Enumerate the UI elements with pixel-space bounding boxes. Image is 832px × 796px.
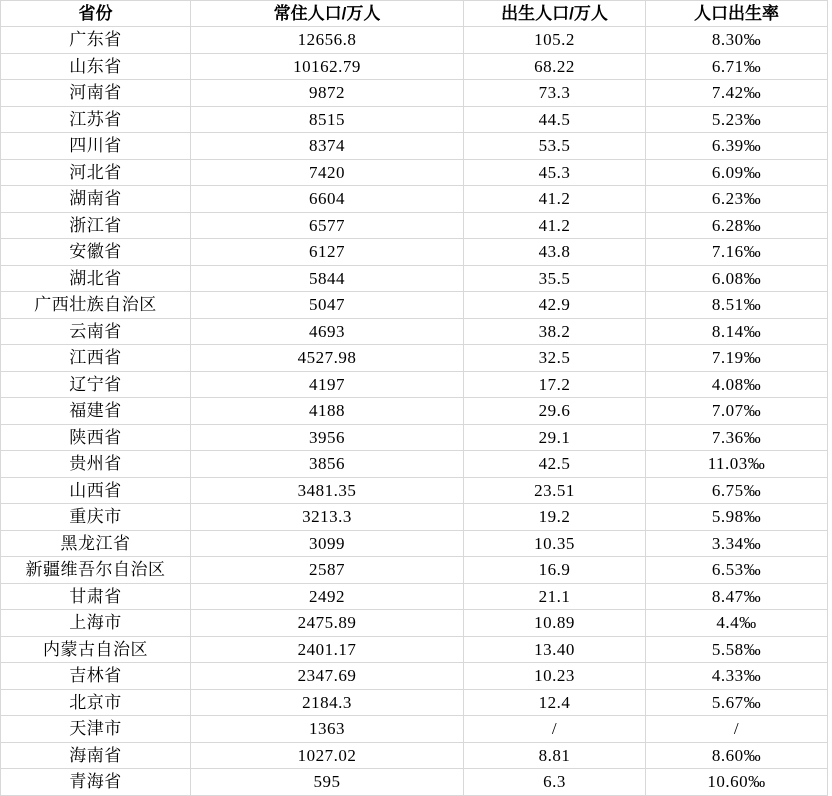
header-province[interactable]: 省份 (1, 1, 191, 27)
cell-province[interactable]: 云南省 (1, 318, 191, 345)
cell-resident-population[interactable]: 3213.3 (191, 504, 464, 531)
cell-resident-population[interactable]: 3481.35 (191, 477, 464, 504)
cell-province[interactable]: 广东省 (1, 27, 191, 54)
table-row (1, 610, 828, 637)
table-row (1, 477, 828, 504)
table-row (1, 636, 828, 663)
header-birth-rate[interactable]: 人口出生率 (646, 1, 828, 27)
cell-resident-population[interactable]: 1363 (191, 716, 464, 743)
cell-province[interactable]: 上海市 (1, 610, 191, 637)
cell-resident-population[interactable]: 2184.3 (191, 689, 464, 716)
cell-birth-rate[interactable]: 6.28‰ (646, 212, 828, 239)
cell-birth-population[interactable]: 10.89 (464, 610, 646, 637)
cell-birth-rate[interactable]: 8.14‰ (646, 318, 828, 345)
cell-province[interactable]: 黑龙江省 (1, 530, 191, 557)
table-row (1, 53, 828, 80)
table-row (1, 663, 828, 690)
cell-province[interactable]: 青海省 (1, 769, 191, 796)
cell-birth-rate[interactable]: 6.71‰ (646, 53, 828, 80)
cell-birth-population[interactable]: 43.8 (464, 239, 646, 266)
cell-resident-population[interactable]: 9872 (191, 80, 464, 107)
cell-province[interactable]: 江苏省 (1, 106, 191, 133)
table-row (1, 530, 828, 557)
cell-resident-population[interactable]: 2401.17 (191, 636, 464, 663)
cell-resident-population[interactable]: 6127 (191, 239, 464, 266)
cell-resident-population[interactable]: 10162.79 (191, 53, 464, 80)
cell-province[interactable]: 安徽省 (1, 239, 191, 266)
cell-resident-population[interactable]: 12656.8 (191, 27, 464, 54)
cell-birth-population[interactable]: / (464, 716, 646, 743)
cell-birth-rate[interactable]: / (646, 716, 828, 743)
cell-birth-population[interactable]: 19.2 (464, 504, 646, 531)
cell-province[interactable]: 北京市 (1, 689, 191, 716)
table-row (1, 186, 828, 213)
cell-resident-population[interactable]: 8374 (191, 133, 464, 160)
cell-resident-population[interactable]: 2587 (191, 557, 464, 584)
cell-birth-rate[interactable]: 8.30‰ (646, 27, 828, 54)
cell-birth-rate[interactable]: 6.75‰ (646, 477, 828, 504)
cell-province[interactable]: 浙江省 (1, 212, 191, 239)
cell-resident-population[interactable]: 7420 (191, 159, 464, 186)
cell-province[interactable]: 海南省 (1, 742, 191, 769)
cell-birth-rate[interactable]: 5.23‰ (646, 106, 828, 133)
cell-birth-rate[interactable]: 7.16‰ (646, 239, 828, 266)
cell-birth-population[interactable]: 21.1 (464, 583, 646, 610)
cell-birth-population[interactable]: 29.6 (464, 398, 646, 425)
table-row (1, 742, 828, 769)
cell-birth-population[interactable]: 105.2 (464, 27, 646, 54)
cell-birth-rate[interactable]: 7.42‰ (646, 80, 828, 107)
cell-birth-population[interactable]: 10.23 (464, 663, 646, 690)
cell-birth-population[interactable]: 41.2 (464, 212, 646, 239)
cell-province[interactable]: 辽宁省 (1, 371, 191, 398)
cell-province[interactable]: 江西省 (1, 345, 191, 372)
cell-birth-population[interactable]: 29.1 (464, 424, 646, 451)
cell-resident-population[interactable]: 5047 (191, 292, 464, 319)
table-row (1, 292, 828, 319)
cell-province[interactable]: 福建省 (1, 398, 191, 425)
cell-birth-population[interactable]: 16.9 (464, 557, 646, 584)
cell-birth-population[interactable]: 17.2 (464, 371, 646, 398)
table-row (1, 769, 828, 796)
cell-resident-population[interactable]: 3956 (191, 424, 464, 451)
cell-birth-rate[interactable]: 7.19‰ (646, 345, 828, 372)
cell-province[interactable]: 河北省 (1, 159, 191, 186)
table-row (1, 716, 828, 743)
table-row (1, 265, 828, 292)
cell-province[interactable]: 湖南省 (1, 186, 191, 213)
cell-resident-population[interactable]: 3099 (191, 530, 464, 557)
cell-birth-population[interactable]: 53.5 (464, 133, 646, 160)
cell-birth-population[interactable]: 44.5 (464, 106, 646, 133)
cell-province[interactable]: 四川省 (1, 133, 191, 160)
cell-province[interactable]: 广西壮族自治区 (1, 292, 191, 319)
table-row (1, 557, 828, 584)
cell-resident-population[interactable]: 595 (191, 769, 464, 796)
cell-province[interactable]: 贵州省 (1, 451, 191, 478)
cell-province[interactable]: 吉林省 (1, 663, 191, 690)
header-row (1, 1, 828, 27)
cell-birth-population[interactable]: 35.5 (464, 265, 646, 292)
table-row (1, 371, 828, 398)
cell-birth-rate[interactable]: 4.08‰ (646, 371, 828, 398)
table-row (1, 583, 828, 610)
table-row (1, 424, 828, 451)
cell-birth-population[interactable]: 38.2 (464, 318, 646, 345)
table-row (1, 689, 828, 716)
cell-resident-population[interactable]: 4693 (191, 318, 464, 345)
cell-resident-population[interactable]: 2347.69 (191, 663, 464, 690)
cell-province[interactable]: 天津市 (1, 716, 191, 743)
cell-birth-rate[interactable]: 4.33‰ (646, 663, 828, 690)
cell-birth-rate[interactable]: 8.47‰ (646, 583, 828, 610)
cell-birth-population[interactable]: 41.2 (464, 186, 646, 213)
table-row (1, 318, 828, 345)
cell-resident-population[interactable]: 2475.89 (191, 610, 464, 637)
cell-birth-population[interactable]: 6.3 (464, 769, 646, 796)
cell-resident-population[interactable]: 2492 (191, 583, 464, 610)
cell-province[interactable]: 新疆维吾尔自治区 (1, 557, 191, 584)
table-row (1, 345, 828, 372)
table-row (1, 159, 828, 186)
cell-resident-population[interactable]: 4188 (191, 398, 464, 425)
cell-birth-population[interactable]: 73.3 (464, 80, 646, 107)
cell-resident-population[interactable]: 6604 (191, 186, 464, 213)
cell-birth-rate[interactable]: 6.09‰ (646, 159, 828, 186)
cell-birth-rate[interactable]: 5.58‰ (646, 636, 828, 663)
cell-birth-population[interactable]: 8.81 (464, 742, 646, 769)
cell-birth-rate[interactable]: 7.36‰ (646, 424, 828, 451)
cell-province[interactable]: 湖北省 (1, 265, 191, 292)
table-row (1, 106, 828, 133)
cell-resident-population[interactable]: 8515 (191, 106, 464, 133)
cell-birth-rate[interactable]: 7.07‰ (646, 398, 828, 425)
cell-birth-population[interactable]: 68.22 (464, 53, 646, 80)
header-birth-population[interactable]: 出生人口/万人 (464, 1, 646, 27)
cell-province[interactable]: 内蒙古自治区 (1, 636, 191, 663)
cell-birth-population[interactable]: 13.40 (464, 636, 646, 663)
cell-birth-rate[interactable]: 6.08‰ (646, 265, 828, 292)
cell-birth-population[interactable]: 42.5 (464, 451, 646, 478)
cell-birth-population[interactable]: 45.3 (464, 159, 646, 186)
table-row (1, 133, 828, 160)
cell-resident-population[interactable]: 3856 (191, 451, 464, 478)
table-row (1, 239, 828, 266)
cell-birth-rate[interactable]: 6.39‰ (646, 133, 828, 160)
header-resident-population[interactable]: 常住人口/万人 (191, 1, 464, 27)
cell-province[interactable]: 山西省 (1, 477, 191, 504)
cell-birth-rate[interactable]: 8.60‰ (646, 742, 828, 769)
cell-resident-population[interactable]: 4197 (191, 371, 464, 398)
cell-birth-rate[interactable]: 5.67‰ (646, 689, 828, 716)
cell-province[interactable]: 陕西省 (1, 424, 191, 451)
cell-birth-population[interactable]: 12.4 (464, 689, 646, 716)
table-row (1, 80, 828, 107)
cell-province[interactable]: 山东省 (1, 53, 191, 80)
table-row (1, 212, 828, 239)
cell-birth-population[interactable]: 32.5 (464, 345, 646, 372)
cell-resident-population[interactable]: 1027.02 (191, 742, 464, 769)
cell-birth-rate[interactable]: 8.51‰ (646, 292, 828, 319)
cell-birth-rate[interactable]: 6.53‰ (646, 557, 828, 584)
cell-birth-population[interactable]: 10.35 (464, 530, 646, 557)
cell-birth-population[interactable]: 23.51 (464, 477, 646, 504)
table-row (1, 398, 828, 425)
table-row (1, 27, 828, 54)
cell-birth-rate[interactable]: 3.34‰ (646, 530, 828, 557)
cell-resident-population[interactable]: 6577 (191, 212, 464, 239)
cell-birth-rate[interactable]: 5.98‰ (646, 504, 828, 531)
cell-birth-rate[interactable]: 11.03‰ (646, 451, 828, 478)
cell-province[interactable]: 重庆市 (1, 504, 191, 531)
cell-birth-rate[interactable]: 10.60‰ (646, 769, 828, 796)
cell-province[interactable]: 河南省 (1, 80, 191, 107)
cell-birth-population[interactable]: 42.9 (464, 292, 646, 319)
cell-resident-population[interactable]: 4527.98 (191, 345, 464, 372)
table-row (1, 504, 828, 531)
cell-province[interactable]: 甘肃省 (1, 583, 191, 610)
cell-resident-population[interactable]: 5844 (191, 265, 464, 292)
table-row (1, 451, 828, 478)
cell-birth-rate[interactable]: 4.4‰ (646, 610, 828, 637)
cell-birth-rate[interactable]: 6.23‰ (646, 186, 828, 213)
